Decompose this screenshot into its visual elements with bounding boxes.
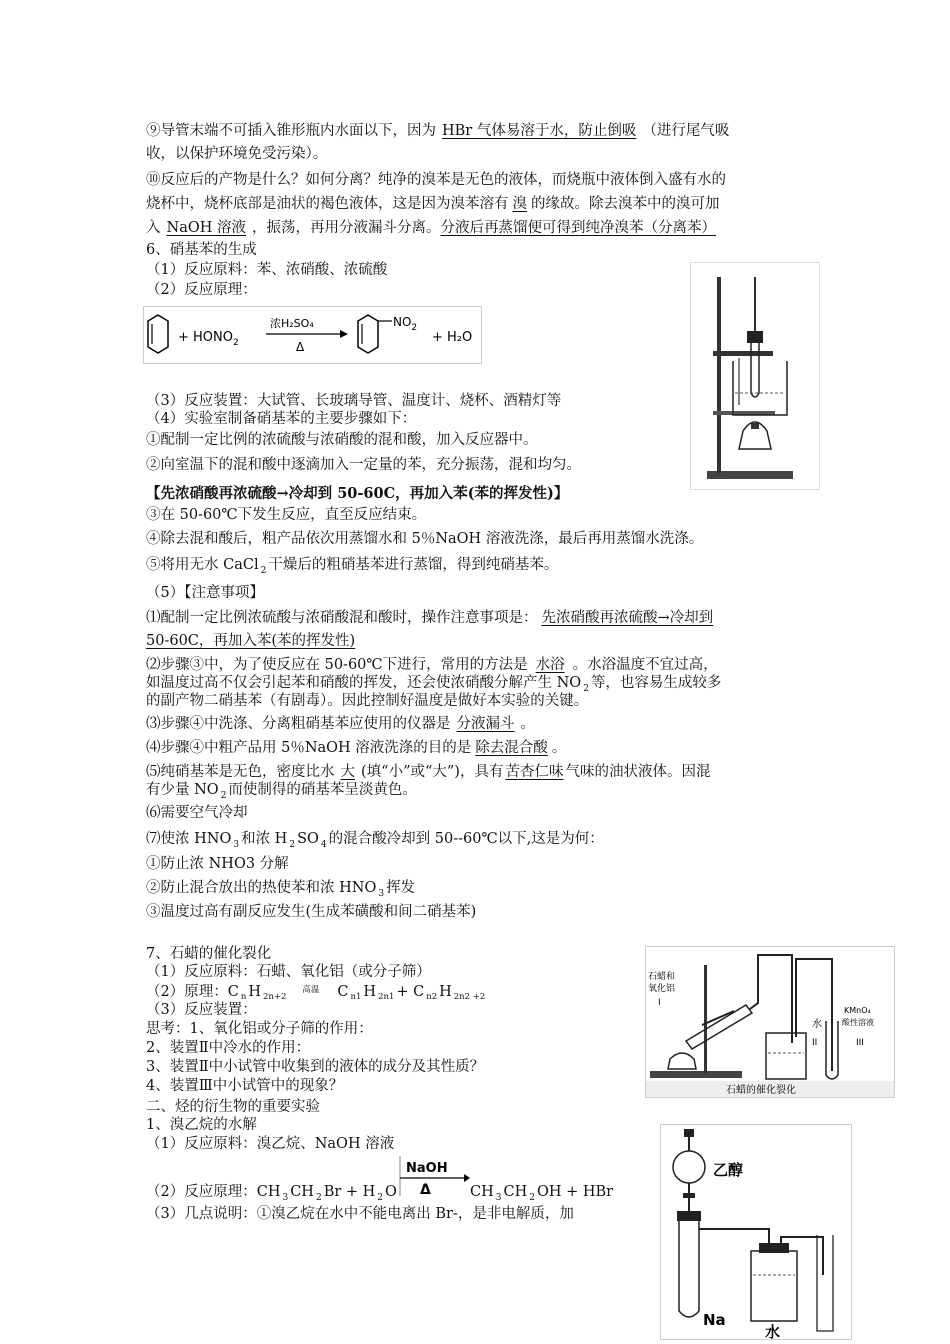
subsection-title: 1、溴乙烷的水解: [146, 1117, 257, 1133]
text: ⑷步骤④中粗产品用 5％NaOH 溶液洗涤的目的是: [146, 740, 472, 756]
note-2: [146, 655, 718, 675]
subscript: n: [240, 992, 247, 1002]
label-paraffin: 石蜡和: [648, 972, 676, 982]
notes-heading: （5）【注意事项】: [146, 585, 264, 601]
reason-2: [146, 878, 415, 900]
note-1b: [146, 631, 355, 651]
step-4: ④除去混和酸后，粗产品依次用蒸馏水和 5％NaOH 溶液洗涤，最后再用蒸馏水洗涤。: [146, 531, 704, 547]
line: （1）反应原料：苯、浓硝酸、浓硫酸: [146, 262, 388, 278]
line-principle-2: [146, 1182, 397, 1204]
benzene-ring-icon: [148, 315, 168, 353]
note-7: [146, 829, 604, 851]
text: ，振荡，再用分液漏斗分离。: [251, 220, 441, 236]
note-6: ⑹需要空气冷却: [146, 805, 248, 821]
reaction-condition-box: [398, 1154, 470, 1200]
subscript: 2n+2: [262, 992, 287, 1002]
step-5: [146, 555, 558, 577]
eq-water: + H₂O: [432, 330, 473, 345]
line-p10a: [146, 170, 726, 190]
answer: 大: [340, 764, 355, 780]
line: （2）反应原理：: [146, 282, 257, 298]
text: 。水浴温度不宜过高，: [572, 657, 718, 673]
note-3: [146, 714, 535, 734]
reason-1: ①防止浓 NHO3 分解: [146, 856, 289, 872]
text: 挥发: [386, 880, 416, 896]
bracket-note: 【先浓硝酸再浓硫酸→冷却到 50-60C，再加入苯(苯的挥发性)】: [146, 485, 569, 502]
text: H: [248, 984, 261, 1000]
text: 入: [146, 220, 161, 236]
text: + C: [396, 984, 425, 1000]
condition: NaOH: [406, 1161, 448, 1176]
line: （4）实验室制备硝基苯的主要步骤如下：: [146, 411, 417, 427]
subscript: 2: [289, 840, 296, 850]
nitration-equation: [143, 306, 482, 364]
eq-group: $NO_2$: [393, 315, 418, 333]
text: （2）原理：C: [146, 984, 239, 1000]
reason-3: ③温度过高有副反应发生(生成苯磺酸和间二硝基苯): [146, 904, 477, 920]
text: ⑨导管末端不可插入锥形瓶内水面以下，因为: [146, 123, 436, 139]
label-water: 水: [765, 1323, 781, 1339]
think-2: 2、装置Ⅱ中冷水的作用：: [146, 1040, 311, 1056]
ethanol-sodium-apparatus: [660, 1124, 852, 1340]
label-water: 水: [812, 1019, 822, 1030]
eq-condition: 浓H₂SO₄: [270, 317, 314, 330]
think-1: 思考：1、氧化铝或分子筛的作用：: [146, 1021, 373, 1037]
text: 的缘故。除去溴苯中的溴可加: [531, 196, 720, 212]
text: ⑩反应后的产物是什么？如何分离？纯净的溴苯是无色的液体，而烧瓶中液体倒入盛有水的: [146, 172, 726, 188]
note-1: [146, 608, 713, 628]
text: CH: [503, 1184, 528, 1200]
subscript: n1: [350, 992, 362, 1002]
subscript: 2: [529, 1193, 535, 1203]
text: SO: [297, 831, 319, 847]
subscript: 2: [220, 791, 227, 801]
label-i: I: [658, 998, 661, 1008]
label-ethanol: 乙醇: [713, 1161, 744, 1179]
line: （1）反应原料：溴乙烷、NaOH 溶液: [146, 1136, 395, 1152]
text: ⑺使浓 HNO: [146, 831, 232, 847]
answer: 先浓硝酸再浓硫酸→冷却到: [541, 610, 714, 626]
text: OH + HBr: [536, 1184, 614, 1200]
line-p10b: [146, 194, 720, 214]
line-p9: [146, 121, 729, 141]
text: C: [337, 984, 349, 1000]
step-3: ③在 50-60℃下发生反应，直至反应结束。: [146, 507, 427, 523]
nitration-apparatus: [690, 262, 820, 490]
label-alumina: 氧化铝: [648, 984, 676, 994]
think-4: 4、装置Ⅲ中小试管中的现象？: [146, 1078, 344, 1094]
step-1: ①配制一定比例的浓硫酸与浓硝酸的混和酸，加入反应器中。: [146, 432, 538, 448]
answer: HBr 气体易溶于水，防止倒吸: [442, 123, 637, 139]
line: （1）反应原料：石蜡、氧化铝（或分子筛）: [146, 964, 431, 980]
answer: 分液后再蒸馏便可得到纯净溴苯（分离苯）: [440, 220, 716, 236]
answer: 除去混合酸: [475, 740, 548, 756]
eq-reagent: + $HONO_2$: [178, 330, 239, 348]
arrow-icon: [340, 330, 348, 338]
text: 等，也容易生成较多: [590, 675, 722, 691]
text: 而使制得的硝基苯呈淡黄色。: [228, 782, 417, 798]
text: （进行尾气吸: [642, 123, 730, 139]
label-ii: II: [812, 1038, 818, 1048]
line-principle-2b: [470, 1182, 613, 1204]
subscript: 2n2 +2: [453, 992, 486, 1002]
text: 的混合酸冷却到 50--60℃以下,这是为何：: [328, 831, 604, 847]
text: 收，以保护环境免受污染）。: [146, 146, 328, 162]
section-title: 二、烃的衍生物的重要实验: [146, 1099, 320, 1115]
subscript: 2: [377, 1193, 384, 1203]
subscript: 3: [495, 1193, 502, 1203]
text: （2）反应原理：CH: [146, 1184, 281, 1200]
answer: 50-60C，再加入苯(苯的挥发性): [146, 633, 356, 649]
subscript: 2: [315, 1193, 322, 1203]
text: O: [385, 1184, 397, 1200]
answer: 分液漏斗: [456, 716, 515, 732]
answer: 水浴: [535, 657, 565, 673]
note-4: [146, 738, 566, 758]
section-6-title: 6、硝基苯的生成: [146, 242, 257, 258]
line: （3）反应装置：: [146, 1002, 257, 1018]
text: 气味的油状液体。因混: [565, 764, 711, 780]
think-3: 3、装置Ⅱ中小试管中收集到的液体的成分及其性质？: [146, 1059, 485, 1075]
subscript: n2: [426, 992, 438, 1002]
note-5b: [146, 780, 417, 802]
answer: 溴: [512, 196, 527, 212]
line-p10c: [146, 218, 716, 238]
heat: Δ: [420, 1182, 431, 1198]
text: ⑤将用无水 CaCl: [146, 557, 259, 573]
note-5: [146, 762, 710, 782]
subscript: 4: [320, 840, 327, 850]
text: Br + H: [323, 1184, 376, 1200]
arrow-icon: [464, 1174, 470, 1182]
text: 如温度过高不仅会引起苯和硝酸的挥发，还会使浓硝酸分解产生 NO: [146, 675, 582, 691]
text: ⑵步骤③中，为了使反应在 50-60℃下进行，常用的方法是: [146, 657, 528, 673]
text: ②防止混合放出的热使苯和浓 HNO: [146, 880, 377, 896]
label-kmno4: KMnO₄: [844, 1006, 871, 1015]
cracking-apparatus: [645, 946, 895, 1098]
text: ⑴配制一定比例浓硫酸与浓硝酸混和酸时，操作注意事项是：: [146, 610, 538, 626]
text: ⑸纯硝基苯是无色，密度比水: [146, 764, 335, 780]
text: ⑶步骤④中洗涤、分离粗硝基苯应使用的仪器是: [146, 716, 451, 732]
label-na: Na: [703, 1311, 726, 1329]
text: (填“小”或“大”)，具有: [361, 764, 504, 780]
step-2: ②向室温下的混和酸中逐滴加入一定量的苯，充分振荡，混和均匀。: [146, 457, 581, 473]
line-p9b: [146, 144, 327, 164]
subscript: 2: [583, 684, 589, 694]
answer: NaOH 溶液: [166, 220, 246, 236]
figure-caption: 石蜡的催化裂化: [726, 1085, 796, 1096]
label-acidic: 酸性溶液: [842, 1018, 874, 1027]
section-7-title: 7、石蜡的催化裂化: [146, 946, 272, 962]
text: 干燥后的粗硝基苯进行蒸馏，得到纯硝基苯。: [268, 557, 559, 573]
line: （3）几点说明：①溴乙烷在水中不能电离出 Br-，是非电解质，加: [146, 1206, 574, 1222]
text: 和浓 H: [241, 831, 288, 847]
text: 。: [520, 716, 535, 732]
line: （3）反应装置：大试管、长玻璃导管、温度计、烧杯、酒精灯等: [146, 393, 562, 409]
text: H: [363, 984, 377, 1000]
text: CH: [470, 1184, 494, 1200]
subscript: 2n1: [378, 992, 395, 1002]
text: 烧杯中，烧杯底部是油状的褐色液体，这是因为溴苯溶有: [146, 196, 509, 212]
condition: 高温: [302, 985, 320, 995]
subscript: 3: [282, 1193, 289, 1203]
text: H: [439, 984, 452, 1000]
text: CH: [290, 1184, 314, 1200]
answer: 苦杏仁味: [505, 764, 564, 780]
text: 有少量 NO: [146, 782, 219, 798]
note-2c: 的副产物二硝基苯（有剧毒）。因此控制好温度是做好本实验的关键。: [146, 693, 589, 709]
text: 。: [551, 740, 567, 756]
subscript: 3: [378, 889, 385, 899]
subscript: 3: [233, 840, 240, 850]
subscript: 2: [260, 566, 267, 576]
label-iii: III: [856, 1038, 864, 1048]
eq-heat: Δ: [296, 340, 305, 354]
benzene-ring-icon: [358, 315, 378, 353]
